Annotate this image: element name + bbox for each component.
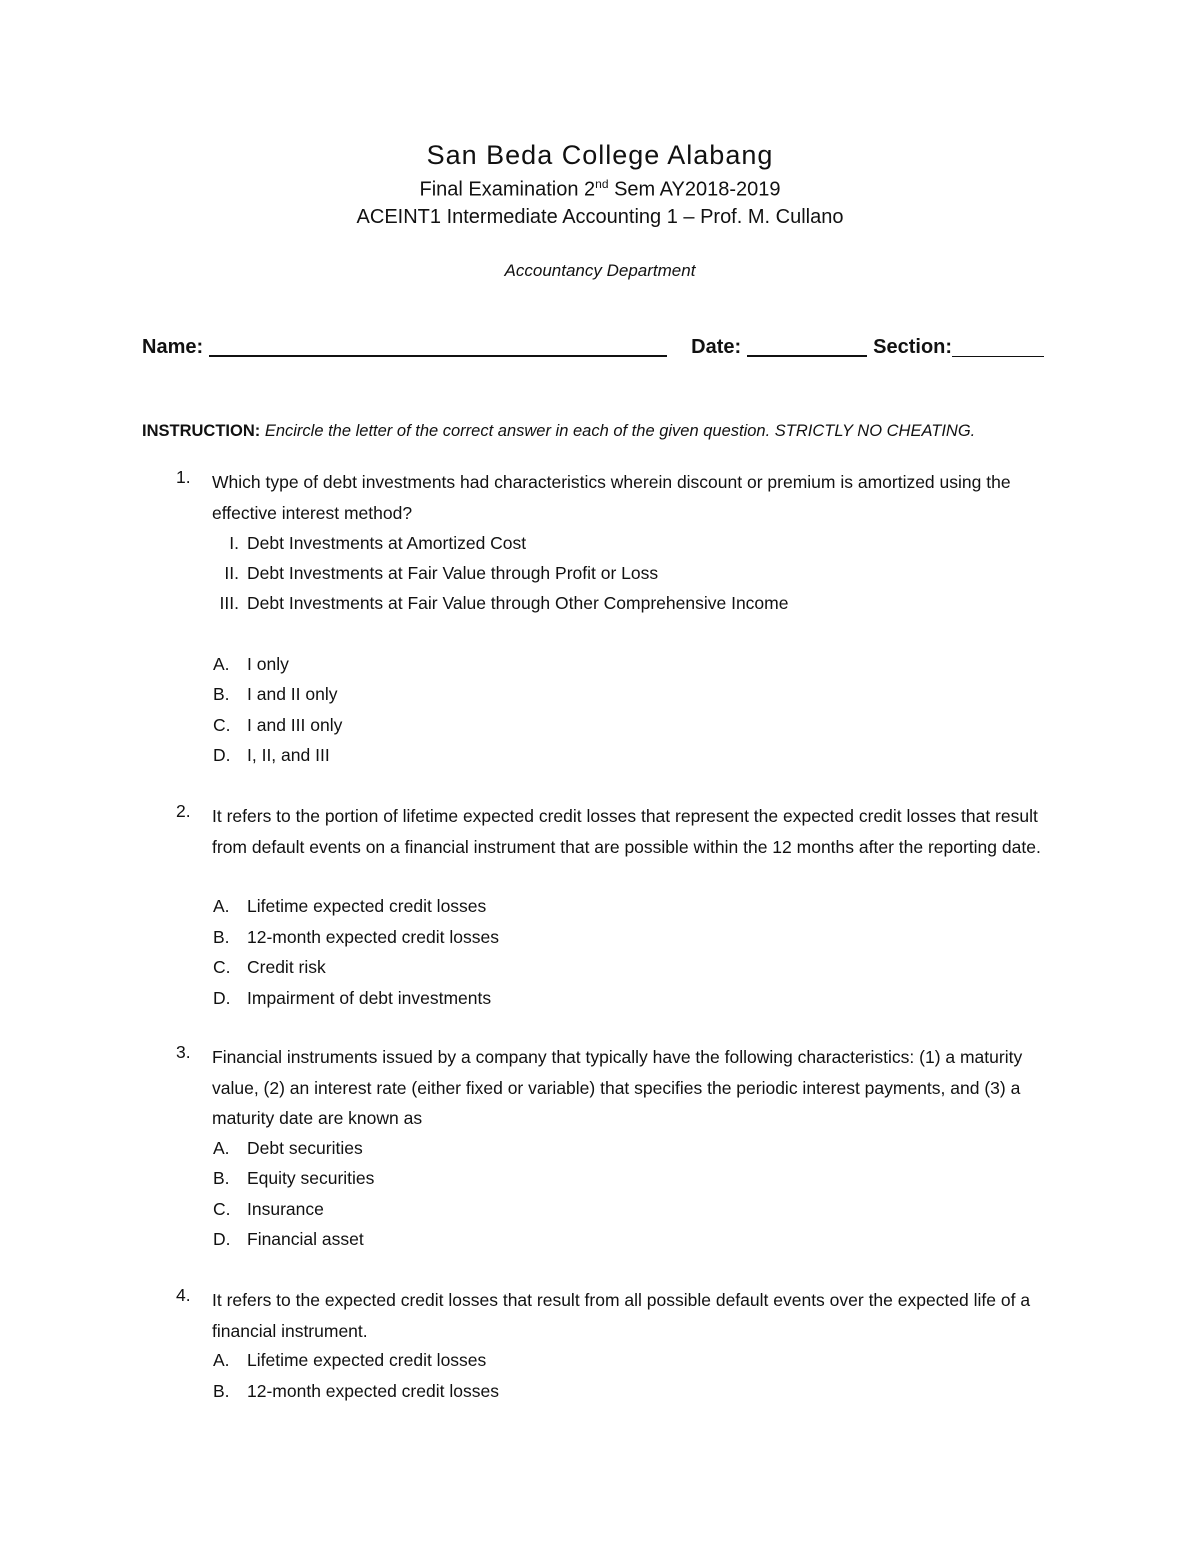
choice-text: Impairment of debt investments bbox=[247, 988, 492, 1008]
choice-text: Lifetime expected credit losses bbox=[247, 1350, 487, 1370]
question-text: It refers to the expected credit losses that result from all possible default events over the expected life of a financial instrument. bbox=[212, 1290, 1031, 1341]
instruction bbox=[142, 422, 975, 441]
exam-title-superscript: nd bbox=[595, 177, 609, 191]
choice-letter[interactable]: D. bbox=[213, 1229, 231, 1249]
statement-text: Debt Investments at Fair Value through Profit or Loss bbox=[247, 563, 659, 583]
exam-title bbox=[0, 177, 1200, 202]
choice-letter[interactable]: C. bbox=[213, 1199, 231, 1219]
choice-text: Credit risk bbox=[247, 957, 326, 977]
name-blank[interactable] bbox=[209, 335, 667, 357]
statement-text: Debt Investments at Fair Value through Other Comprehensive Income bbox=[247, 593, 789, 613]
instruction-label: INSTRUCTION: bbox=[142, 422, 261, 440]
choice-text: Financial asset bbox=[247, 1229, 364, 1249]
choice-text: I and III only bbox=[247, 715, 343, 735]
exam-title-suffix: Sem AY2018-2019 bbox=[608, 178, 781, 201]
section-blank[interactable] bbox=[952, 336, 1044, 357]
choice-text: I, II, and III bbox=[247, 745, 330, 765]
choice-text: Debt securities bbox=[247, 1138, 363, 1158]
choice-text: Lifetime expected credit losses bbox=[247, 896, 487, 916]
question-number: 1. bbox=[176, 467, 191, 487]
question-text: Which type of debt investments had characteristics wherein discount or premium is amortized using the effective interest method? bbox=[212, 472, 1011, 523]
name-label: Name: bbox=[142, 336, 204, 358]
student-info-fields bbox=[142, 335, 1044, 359]
choice-letter[interactable]: A. bbox=[213, 654, 230, 674]
department-name: Accountancy Department bbox=[504, 261, 696, 280]
instruction-text: Encircle the letter of the correct answer in each of the given question. STRICTLY NO CHEATING. bbox=[260, 422, 976, 440]
question-text: It refers to the portion of lifetime expected credit losses that represent the expected credit losses that result from default events on a financial instrument that are possible within the 12 months after the reporting date. bbox=[212, 806, 1041, 857]
choice-letter[interactable]: D. bbox=[213, 988, 231, 1008]
choice-text: I only bbox=[247, 654, 289, 674]
question-number: 2. bbox=[176, 801, 191, 821]
question-number: 4. bbox=[176, 1285, 191, 1305]
choice-letter[interactable]: B. bbox=[213, 684, 230, 704]
choice-text: Equity securities bbox=[247, 1168, 375, 1188]
choice-letter[interactable]: D. bbox=[213, 745, 231, 765]
statement-mark: III. bbox=[219, 593, 239, 613]
choice-letter[interactable]: A. bbox=[213, 1350, 230, 1370]
choice-letter[interactable]: A. bbox=[213, 1138, 230, 1158]
choice-letter[interactable]: B. bbox=[213, 1381, 230, 1401]
question-number: 3. bbox=[176, 1042, 191, 1062]
exam-title-prefix: Final Examination 2 bbox=[419, 178, 596, 201]
choice-text: Insurance bbox=[247, 1199, 324, 1219]
question-text: Financial instruments issued by a company that typically have the following characteristics: (1) a maturity value, (2) an interest rate (either fixed or variable) that specifies the periodic interest payments, and (3) a maturity date are known as bbox=[212, 1047, 1023, 1128]
choice-letter[interactable]: B. bbox=[213, 1168, 230, 1188]
date-blank[interactable] bbox=[747, 335, 867, 357]
choice-letter[interactable]: C. bbox=[213, 957, 231, 977]
section-label: Section: bbox=[873, 336, 953, 358]
choice-letter[interactable]: B. bbox=[213, 927, 230, 947]
choice-letter[interactable]: A. bbox=[213, 896, 230, 916]
statement-text: Debt Investments at Amortized Cost bbox=[247, 533, 527, 553]
choice-text: 12-month expected credit losses bbox=[247, 1381, 499, 1401]
choice-letter[interactable]: C. bbox=[213, 715, 231, 735]
statement-mark: II. bbox=[224, 563, 239, 583]
course-title: ACEINT1 Intermediate Accounting 1 – Prof. M. Cullano bbox=[356, 206, 844, 228]
choice-text: I and II only bbox=[247, 684, 338, 704]
statement-mark: I. bbox=[229, 533, 239, 553]
choice-text: 12-month expected credit losses bbox=[247, 927, 499, 947]
school-name: San Beda College Alabang bbox=[426, 140, 774, 170]
date-label: Date: bbox=[691, 336, 742, 358]
